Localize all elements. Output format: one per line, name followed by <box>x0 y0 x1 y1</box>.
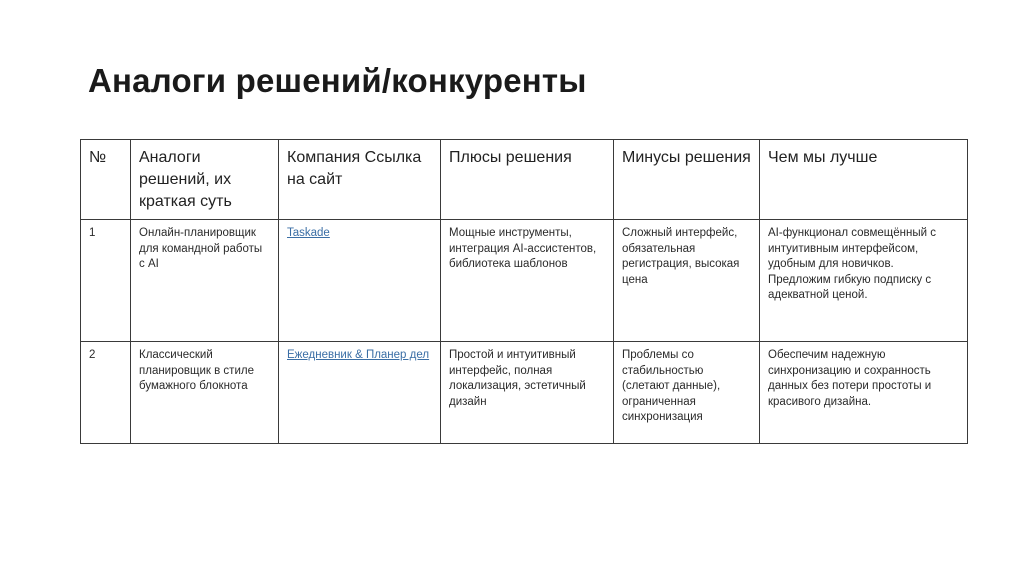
cell-advantage: Обеспечим надежную синхронизацию и сохранность данных без потери простоты и красивого дизайна. <box>760 342 968 444</box>
cell-number: 2 <box>81 342 131 444</box>
cell-number: 1 <box>81 220 131 342</box>
slide-title: Аналоги решений/конкуренты <box>88 62 587 99</box>
header-company-link: Компания Ссылка на сайт <box>279 140 441 220</box>
cell-cons: Проблемы со стабильностью (слетают данные), ограниченная синхронизация <box>614 342 760 444</box>
header-advantage: Чем мы лучше <box>760 140 968 220</box>
cell-advantage: AI-функционал совмещённый с интуитивным интерфейсом, удобным для новичков. Предложим гибкую подписку с адекватной ценой. <box>760 220 968 342</box>
header-cons: Минусы решения <box>614 140 760 220</box>
header-analogs: Аналоги решений, их краткая суть <box>131 140 279 220</box>
company-link-planner[interactable]: Ежедневник & Планер дел <box>287 349 430 361</box>
cell-pros: Мощные инструменты, интеграция AI-ассистентов, библиотека шаблонов <box>441 220 614 342</box>
cell-essence: Классический планировщик в стиле бумажного блокнота <box>131 342 279 444</box>
table-row <box>81 342 968 444</box>
company-link-taskade[interactable]: Taskade <box>287 227 330 239</box>
header-pros: Плюсы решения <box>441 140 614 220</box>
cell-pros: Простой и интуитивный интерфейс, полная локализация, эстетичный дизайн <box>441 342 614 444</box>
header-number: № <box>81 140 131 220</box>
cell-cons: Сложный интерфейс, обязательная регистрация, высокая цена <box>614 220 760 342</box>
table-row <box>81 220 968 342</box>
table-header-row <box>81 140 968 220</box>
cell-company <box>279 342 441 444</box>
cell-essence: Онлайн-планировщик для командной работы с AI <box>131 220 279 342</box>
cell-company <box>279 220 441 342</box>
competitors-table <box>80 139 968 444</box>
